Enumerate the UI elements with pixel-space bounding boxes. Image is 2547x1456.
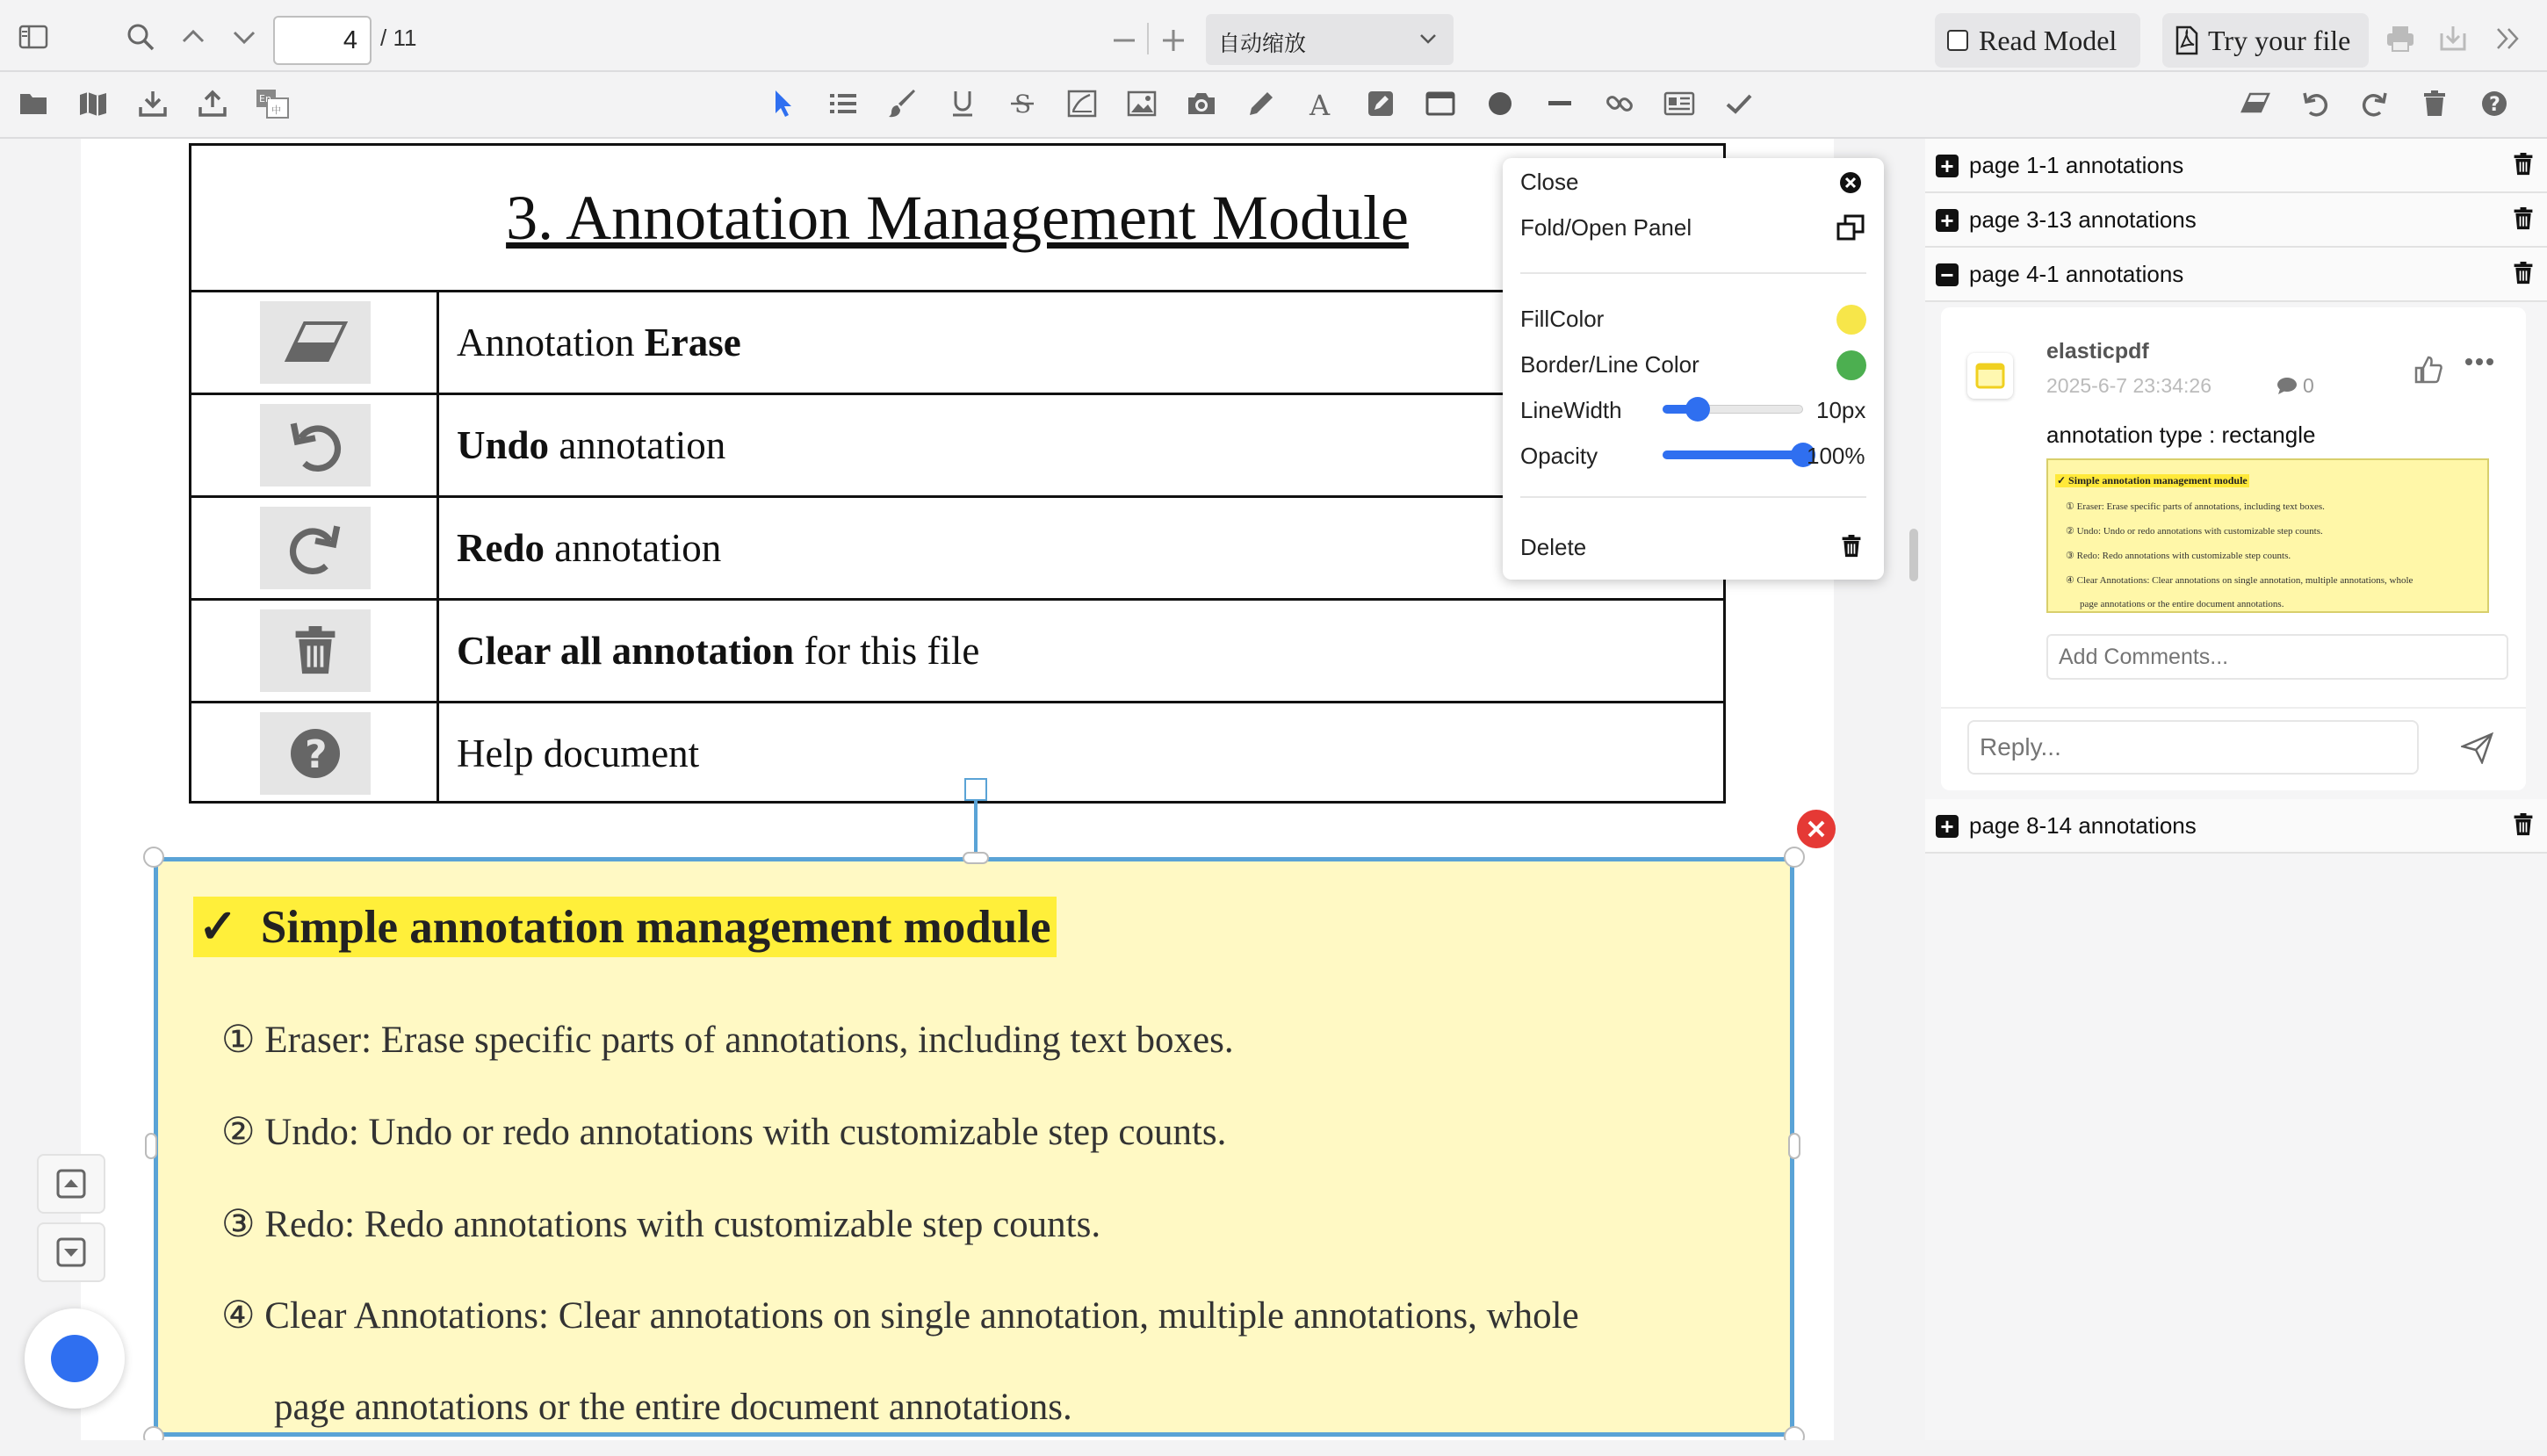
select-cursor-icon[interactable]: [766, 86, 801, 121]
form-field-icon[interactable]: [1662, 86, 1697, 121]
floating-action-button[interactable]: [25, 1308, 125, 1409]
folder-icon[interactable]: [16, 86, 51, 121]
annotation-context-menu: [1503, 158, 1884, 580]
arrow-up-box-icon: [55, 1168, 87, 1200]
annotation-type: annotation type : rectangle: [2046, 422, 2316, 448]
table-row: [189, 598, 1726, 701]
page-number-input[interactable]: 4: [273, 16, 372, 65]
link-icon[interactable]: [1602, 86, 1637, 121]
list-icon[interactable]: [826, 86, 861, 121]
read-model-label: Read Model: [1979, 24, 2118, 56]
collapse-icon[interactable]: −: [1936, 263, 1959, 286]
print-icon[interactable]: [2383, 21, 2418, 56]
export-icon[interactable]: [195, 86, 230, 121]
rectangle-tool-icon[interactable]: [1423, 86, 1458, 121]
zoom-out-icon[interactable]: [1107, 23, 1142, 58]
toolbar-divider: [1147, 23, 1149, 54]
arrow-down-box-icon: [55, 1236, 87, 1268]
try-your-file-button[interactable]: [2162, 13, 2369, 68]
download-icon[interactable]: [2435, 21, 2471, 56]
fill-color-label: FillColor: [1520, 306, 1605, 332]
resize-handle[interactable]: [143, 847, 164, 868]
translate-icon[interactable]: [255, 86, 290, 121]
svg-text:S: S: [1014, 90, 1032, 119]
border-color-label: Border/Line Color: [1520, 351, 1699, 378]
row-text: Clear all annotation for this file: [457, 629, 980, 673]
table-row: [189, 495, 1726, 598]
row-text: Undo annotation: [457, 423, 726, 467]
close-annotation-icon[interactable]: [1797, 810, 1836, 848]
menu-item-fold-panel[interactable]: Fold/Open Panel: [1520, 214, 1692, 241]
annotation-timestamp: 2025-6-7 23:34:26: [2046, 374, 2211, 397]
opacity-value: 100%: [1807, 443, 1865, 469]
text-tool-icon[interactable]: [1303, 86, 1338, 121]
annotation-line: page annotations or the entire document annotations.: [274, 1387, 1072, 1428]
resize-handle[interactable]: [1784, 847, 1805, 868]
signature-icon[interactable]: [1064, 86, 1100, 121]
circle-tool-icon[interactable]: [1483, 86, 1518, 121]
help-icon[interactable]: [2477, 86, 2512, 121]
rectangle-annotation-icon: [1967, 353, 2013, 399]
pdf-file-icon: [2175, 25, 2199, 55]
rotate-handle[interactable]: [964, 778, 987, 801]
redo-icon[interactable]: [2357, 86, 2392, 121]
expand-icon[interactable]: +: [1936, 815, 1959, 838]
scroll-to-bottom-button[interactable]: [37, 1222, 105, 1282]
rectangle-annotation[interactable]: [154, 857, 1794, 1437]
underline-icon[interactable]: [945, 86, 980, 121]
svg-text:中: 中: [271, 105, 281, 116]
more-options-icon[interactable]: [2464, 357, 2494, 367]
undo-icon: [260, 404, 371, 487]
annotation-card: [1941, 307, 2526, 790]
annotation-group-page-3-13[interactable]: [1925, 193, 2547, 248]
scroll-to-top-button[interactable]: [37, 1154, 105, 1214]
strikethrough-icon[interactable]: [1005, 86, 1040, 121]
line-width-value: 10px: [1816, 397, 1866, 423]
resize-handle[interactable]: [145, 1133, 157, 1159]
table-row: [189, 393, 1726, 495]
search-icon[interactable]: [123, 19, 158, 54]
top-toolbar: [0, 0, 2547, 72]
send-icon[interactable]: [2461, 732, 2494, 764]
trash-icon[interactable]: [2512, 151, 2535, 177]
annotation-group-page-8-14[interactable]: [1925, 799, 2547, 854]
scrollbar-thumb[interactable]: [1909, 529, 1918, 581]
more-tools-icon[interactable]: [2491, 21, 2526, 56]
line-width-slider-knob[interactable]: [1685, 397, 1710, 422]
annotation-group-label: page 3-13 annotations: [1969, 206, 2197, 233]
zoom-in-icon[interactable]: [1156, 23, 1191, 58]
zoom-select-value: 自动缩放: [1218, 32, 1307, 56]
trash-icon[interactable]: [2512, 260, 2535, 286]
eraser-icon: [260, 301, 371, 384]
trash-icon[interactable]: [2512, 205, 2535, 232]
page-total: / 11: [380, 25, 417, 51]
resize-handle[interactable]: [963, 852, 989, 864]
menu-item-close[interactable]: Close: [1520, 169, 1579, 195]
annotation-author: elasticpdf: [2046, 339, 2149, 364]
table-border: [189, 801, 1726, 804]
fold-panel-icon[interactable]: [1836, 214, 1865, 241]
annotation-line: ③ Redo: Redo annotations with customizable step counts.: [221, 1204, 1101, 1245]
row-text: Redo annotation: [457, 526, 722, 570]
bottom-edge: [0, 1440, 2547, 1456]
annotation-thumbnail: ✓ Simple annotation management module ① Eraser: Erase specific parts of annotations, including text boxes. ② Undo: Undo or redo annotations with customizable step counts. ③ Redo: Redo annotations with customizable step counts. ④ Clear Annotations: Clear annotations on single annotation, multiple annotations, whole page annotations or the entire document annotations.: [2046, 458, 2489, 613]
add-comments-input[interactable]: [2046, 634, 2508, 680]
help-icon: [260, 712, 371, 795]
fill-color-swatch[interactable]: [1836, 305, 1866, 335]
annotation-group-label: page 1-1 annotations: [1969, 152, 2184, 178]
menu-item-delete[interactable]: Delete: [1520, 534, 1587, 560]
expand-icon[interactable]: +: [1936, 155, 1959, 177]
row-text: Annotation Erase: [457, 321, 741, 364]
chevron-down-icon: [1418, 32, 1438, 46]
thumbs-up-icon[interactable]: [2414, 355, 2443, 385]
annotation-group-label: page 8-14 annotations: [1969, 812, 2197, 839]
trash-icon: [260, 609, 371, 692]
blue-dot-icon: [51, 1335, 98, 1382]
trash-icon[interactable]: [1840, 534, 1863, 559]
border-color-swatch[interactable]: [1836, 350, 1866, 380]
annotation-group-page-1-1[interactable]: [1925, 139, 2547, 193]
trash-icon[interactable]: [2512, 811, 2535, 838]
stamp-icon[interactable]: [1363, 86, 1398, 121]
image-icon[interactable]: [1124, 86, 1159, 121]
read-model-checkbox[interactable]: [1947, 30, 1968, 51]
line-width-label: LineWidth: [1520, 397, 1622, 423]
svg-text:En: En: [259, 93, 271, 105]
brush-icon[interactable]: [885, 86, 920, 121]
sidebar-toggle-icon[interactable]: [16, 19, 51, 54]
zoom-select[interactable]: [1206, 14, 1454, 65]
annotation-line: ② Undo: Undo or redo annotations with customizable step counts.: [221, 1112, 1227, 1153]
close-icon[interactable]: [1838, 170, 1863, 195]
trash-icon[interactable]: [2417, 86, 2452, 121]
comment-bubble-icon: [2276, 376, 2298, 395]
annotation-line: ④ Clear Annotations: Clear annotations on single annotation, multiple annotations, whole: [221, 1295, 1579, 1337]
redo-icon: [260, 507, 371, 589]
annotation-toolbar: [0, 72, 2547, 139]
expand-icon[interactable]: +: [1936, 209, 1959, 232]
read-model-toggle[interactable]: [1935, 13, 2140, 68]
annotation-line: ① Eraser: Erase specific parts of annotations, including text boxes.: [221, 1020, 1234, 1061]
table-row: [189, 701, 1726, 804]
camera-icon[interactable]: [1184, 86, 1219, 121]
svg-text:?: ?: [305, 732, 328, 777]
row-text: Help document: [457, 732, 700, 775]
try-your-file-label: Try your file: [2208, 24, 2351, 56]
next-page-icon[interactable]: [227, 19, 262, 54]
svg-text:?: ?: [2489, 94, 2500, 116]
reply-input[interactable]: [1967, 720, 2419, 775]
opacity-slider-fill: [1663, 450, 1803, 459]
annotation-group-page-4-1[interactable]: [1925, 248, 2547, 302]
checkmark-icon[interactable]: [1721, 86, 1757, 121]
svg-text:A: A: [1310, 89, 1331, 119]
resize-handle[interactable]: [1788, 1133, 1800, 1159]
pencil-icon[interactable]: [1244, 86, 1279, 121]
annotation-group-label: page 4-1 annotations: [1969, 261, 2184, 287]
annotation-heading: ✓ Simple annotation management module: [193, 897, 1057, 957]
opacity-label: Opacity: [1520, 443, 1598, 469]
line-tool-icon[interactable]: [1542, 86, 1577, 121]
eraser-icon[interactable]: [2238, 86, 2273, 121]
comment-count: 0: [2303, 374, 2314, 397]
undo-icon[interactable]: [2298, 86, 2333, 121]
previous-page-icon[interactable]: [176, 19, 211, 54]
page-title: 3. Annotation Management Module: [189, 143, 1726, 290]
map-icon[interactable]: [76, 86, 111, 121]
rotate-handle-stem: [974, 801, 978, 857]
import-icon[interactable]: [135, 86, 170, 121]
table-row: [189, 290, 1726, 393]
